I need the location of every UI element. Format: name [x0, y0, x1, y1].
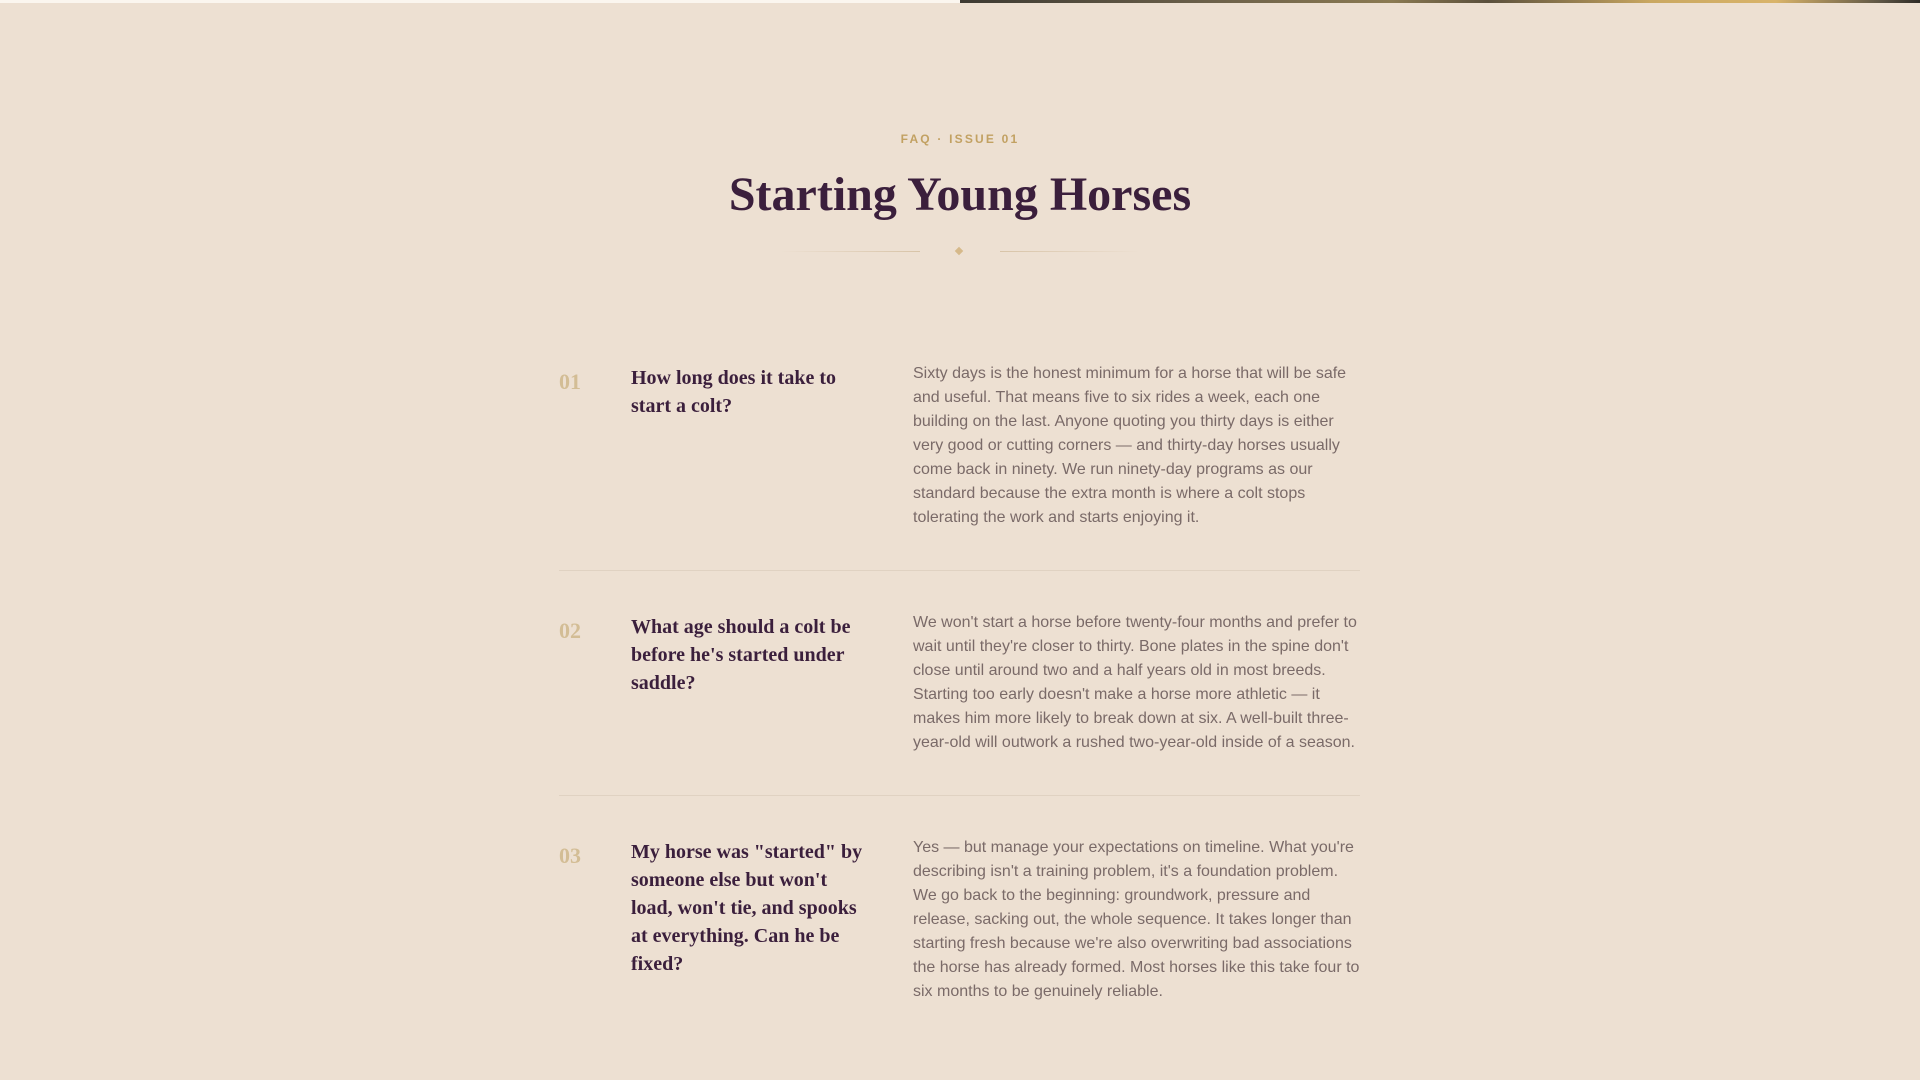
faq-item	[559, 570, 1360, 795]
faq-number: 03	[559, 843, 581, 868]
title-divider	[780, 242, 1140, 262]
faq-item	[559, 795, 1360, 1044]
faq-answer: Yes — but manage your expectations on timeline. What you're describing isn't a training problem, it's a foundation problem. We go back to the beginning: groundwork, pressure and release, sacking out, the whole sequence. It takes longer than starting fresh because we're also overwriting bad associations the horse has already formed. Most horses like this take four to six months to be genuinely reliable.	[913, 839, 1360, 1000]
faq-number: 02	[559, 618, 581, 643]
faq-number: 01	[559, 369, 581, 394]
faq-question: What age should a colt be before he's started under saddle?	[631, 616, 851, 694]
diamond-icon	[955, 247, 963, 255]
faq-answer: Sixty days is the honest minimum for a horse that will be safe and useful. That means five to six rides a week, each one building on the last. Anyone quoting you thirty days is either very good or cutting corners — and thirty-day horses usually come back in ninety. We run ninety-day programs as our standard because the extra month is where a colt stops tolerating the work and starts enjoying it.	[913, 365, 1347, 526]
faq-list	[559, 340, 1360, 1044]
divider-line-left	[780, 251, 920, 252]
page-title: Starting Young Horses	[728, 168, 1192, 221]
faq-answer: We won't start a horse before twenty-four months and prefer to wait until they're closer to thirty. Bone plates in the spine don't close until around two and a half years old in most breeds. Starting too early doesn't make a horse more athletic — it makes him more likely to break down at six. A well-built three-year-old will outwork a rushed two-year-old inside of a season.	[913, 614, 1357, 751]
top-rule	[0, 0, 960, 3]
hero-photo-strip	[960, 0, 1920, 3]
faq-question: How long does it take to start a colt?	[631, 367, 836, 417]
faq-question: My horse was "started" by someone else but won't load, won't tie, and spooks at everything. Can he be fixed?	[631, 841, 863, 975]
divider-line-right	[1000, 251, 1140, 252]
eyebrow-label: FAQ · ISSUE 01	[900, 132, 1020, 146]
faq-item	[559, 340, 1360, 570]
page-header	[0, 132, 1920, 224]
